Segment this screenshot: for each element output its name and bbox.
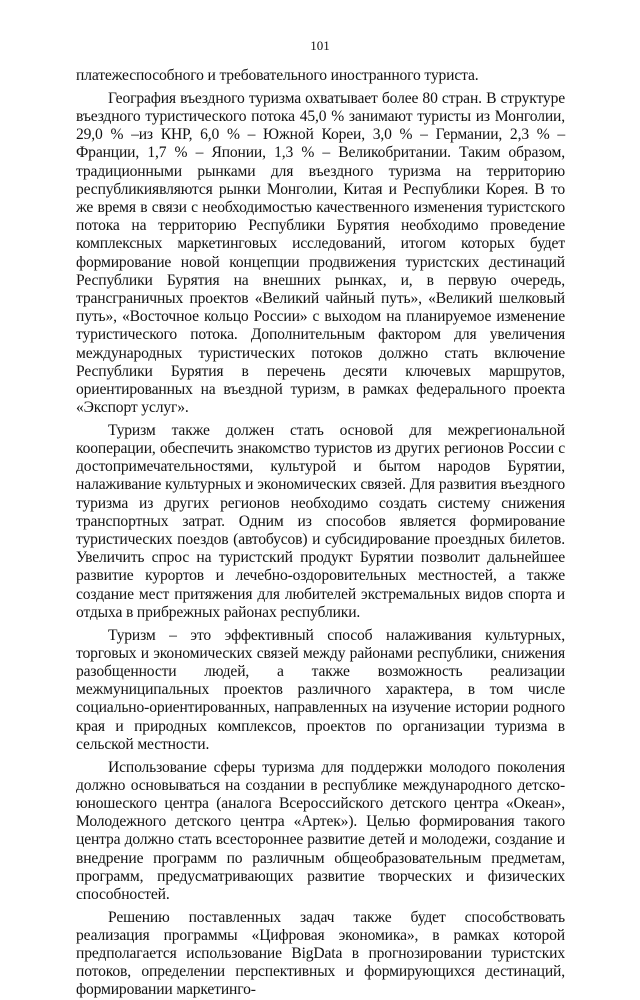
page-number: 101 bbox=[310, 38, 330, 53]
paragraph-interregional-cooperation: Туризм также должен стать основой для межрегиональной кооперации, обеспечить знакомство туристов из других регионов России с достопримечательностями, культурой и бытом народов Бурятии, налаживание культурных и экономических связей. Для развития въездного туризма из других регионов необходимо создать систему снижения транспортных затрат. Одним из способов является формирование туристических поездов (автобусов) и субсидирование проездных билетов. Увеличить спрос на туристский продукт Бурятии позволит дальнейшее развитие курортов и лечебно-оздоровительных местностей, а также создание мест притяжения для любителей экстремальных видов спорта и отдыха в прибрежных районах республики. bbox=[76, 421, 565, 621]
paragraph-youth-center: Использование сферы туризма для поддержки молодого поколения должно основываться на создании в республике международного детско-юношеского центра (аналога Всероссийского детского центра «Океан», Молодежного детского центра «Артек»). Целью формирования такого центра должно стать всестороннее развитие детей и молодежи, создание и внедрение программ по различным общеобразовательным предметам, программ, предусматривающих развитие творческих и физических способностей. bbox=[76, 758, 565, 903]
paragraph-inbound-geography: География въездного туризма охватывает более 80 стран. В структуре въездного туристического потока 45,0 % занимают туристы из Монголии, 29,0 % –из КНР, 6,0 % – Южной Кореи, 3,0 % – Германии, 2,3 % – Франции, 1,7 % – Японии, 1,3 % – Великобритании. Таким образом, традиционными рынками для въездного туризма на территорию республикиявляются рынки Монголии, Китая и Республики Корея. В то же время в связи с необходимостью качественного изменения туристского потока на территорию Республики Бурятия необходимо проведение комплексных маркетинговых исследований, итогом которых будет формирование новой концепции продвижения туристских дестинаций Республики Бурятия на внешних рынках, и, в первую очередь, трансграничных проектов «Великий чайный путь», «Великий шелковый путь», «Восточное кольцо России» с выходом на планируемое изменение туристического потока. Дополнительным фактором для увеличения международных туристических потоков должно стать включение Республики Бурятия в перечень десяти ключевых маршрутов, ориентированных на въездной туризм, в рамках федерального проекта «Экспорт услуг». bbox=[76, 89, 565, 417]
paragraph-tourism-connections: Туризм – это эффективный способ налаживания культурных, торговых и экономических связей между районами республики, снижения разобщенности людей, а также возможность реализации межмуниципальных проектов различного характера, в том числе социально-ориентированных, направленных на изучение истории родного края и природных комплексов, проектов по организации туризма в сельской местности. bbox=[76, 626, 565, 753]
document-body bbox=[76, 67, 565, 1000]
paragraph-digital-economy: Решению поставленных задач также будет способствовать реализация программы «Цифровая экономика», в рамках которой предполагается использование BigData в прогнозировании туристских потоков, определении перспективных и формирующихся дестинаций, формировании маркетинго- bbox=[76, 908, 565, 999]
paragraph-continuation: платежеспособного и требовательного иностранного туриста. bbox=[76, 67, 479, 84]
